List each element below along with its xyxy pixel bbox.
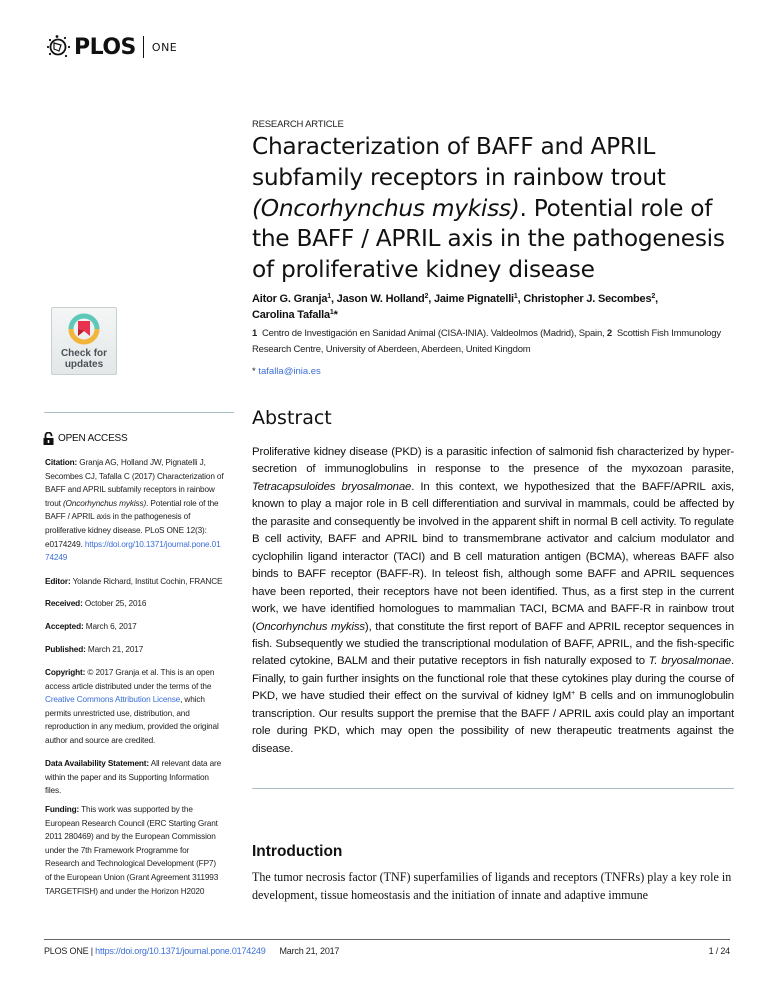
citation-block: Citation: Granja AG, Holland JW, Pignatelli J, Secombes CJ, Tafalla C (2017) Characterization of BAFF and APRIL subfamily receptors in rainbow trout (Oncorhynchus mykiss). Potential role of the BAFF / APRIL axis in the pathogenesis of proliferative kidney disease. PLoS ONE 12(3): e0174249. https://doi.org/10.1371/journal.pone.0174249 bbox=[45, 457, 224, 563]
copyright-block: Copyright: © 2017 Granja et al. This is an open access article distributed under the terms of the Creative Commons Attribution License, which permits unrestricted use, distribution, and reproduction in any medium, provided the original author and source are credited. bbox=[45, 667, 219, 745]
received-date: Received: October 25, 2016 bbox=[45, 598, 147, 608]
affiliations: 1 Centro de Investigación en Sanidad Animal (CISA-INIA). Valdeolmos (Madrid), Spain, 2 Scottish Fish Immunology Research Centre, University of Aberdeen, Aberdeen, United Kingdom bbox=[252, 328, 721, 355]
open-access-badge: OPEN ACCESS bbox=[43, 432, 128, 445]
citation-doi-link[interactable]: https://doi.org/10.1371/journal.pone.0174249 bbox=[45, 538, 221, 563]
page-footer bbox=[44, 946, 730, 956]
abstract-text-segment: B cells and on immunoglobulin transcription. Our results support the premise that the BAFF / APRIL axis could play an important role during PKD, which may open the possibility of new therapeutic treatments against the disease. bbox=[252, 690, 734, 755]
article-type: RESEARCH ARTICLE bbox=[252, 119, 344, 130]
author-list: Aitor G. Granja$^1$, Jason W. Holland$^2$, Jaime Pignatelli$^1$, Christopher J. Secombes$^2$, Carolina Tafalla$^1$* bbox=[252, 293, 658, 321]
abstract-italic-term: Tetracapsuloides bryosalmonae bbox=[252, 480, 412, 493]
introduction-heading: Introduction bbox=[252, 843, 343, 860]
affiliation-1: Centro de Investigación en Sanidad Animal (CISA-INIA). Valdeolmos (Madrid), Spain, bbox=[261, 328, 607, 339]
sidebar-divider bbox=[44, 412, 234, 413]
footer-date: March 21, 2017 bbox=[279, 946, 340, 956]
author[interactable]: Aitor G. Granja$^1$ bbox=[252, 293, 331, 305]
check-updates-label: Check for updates bbox=[60, 348, 108, 370]
author[interactable]: Jason W. Holland$^2$ bbox=[336, 293, 429, 305]
accepted-date: Accepted: March 6, 2017 bbox=[45, 621, 137, 631]
affiliation-2: Scottish Fish Immunology Research Centre, University of Aberdeen, Aberdeen, United Kingdom bbox=[252, 328, 721, 355]
abstract-text-segment: ), that constitute the first report of BAFF and APRIL receptor sequences in fish. Subsequently we studied the transcriptional modulation of BAFF, APRIL, and the fish-specific related cytokine, BALM and their putative receptors in fish naturally exposed to bbox=[252, 620, 734, 668]
article-title bbox=[252, 132, 742, 286]
abstract-divider bbox=[252, 788, 734, 789]
funding-block: Funding: This work was supported by the European Research Council (ERC Starting Grant 2011 280469) and by the European Commission under the 7th Framework Programme for Research and Technological Development (FP7) of the European Union (Grant Agreement 311993 TARGETFISH) and under the Horizon H2020 bbox=[45, 804, 219, 896]
plos-one-logo[interactable] bbox=[45, 35, 177, 59]
author[interactable]: Carolina Tafalla$^1$ bbox=[252, 309, 334, 321]
data-availability-block: Data Availability Statement: All relevant data are within the paper and its Supporting Information files. bbox=[45, 758, 222, 796]
logo-divider bbox=[143, 36, 144, 58]
title-part-2: . Potential role of the BAFF / APRIL axis in the pathogenesis of proliferative kidney disease bbox=[252, 194, 725, 284]
title-species: (Oncorhynchus mykiss) bbox=[252, 194, 520, 222]
crossmark-icon bbox=[68, 313, 100, 345]
check-for-updates-button[interactable] bbox=[51, 307, 117, 375]
open-lock-icon bbox=[43, 432, 54, 445]
logo-brand: PLOS bbox=[74, 34, 136, 60]
footer-doi-link[interactable]: https://doi.org/10.1371/journal.pone.0174249 bbox=[95, 946, 266, 956]
introduction-body: The tumor necrosis factor (TNF) superfamilies of ligands and receptors (TNFRs) play a key role in development, tissue homeostasis and the initiation of innate and adaptive immune bbox=[252, 870, 732, 902]
author[interactable]: Christopher J. Secombes$^2$ bbox=[523, 293, 656, 305]
logo-journal: ONE bbox=[151, 40, 178, 54]
page-number: 1 / 24 bbox=[708, 946, 730, 956]
abstract-superscript: + bbox=[571, 690, 576, 698]
corresponding-email-link[interactable]: tafalla@inia.es bbox=[258, 366, 321, 377]
published-date: Published: March 21, 2017 bbox=[45, 644, 144, 654]
footer-journal: PLOS ONE | bbox=[44, 946, 96, 956]
abstract-text-segment: . Finally, to gain further insights on the functional role that these cytokines play during the course of PKD, we have studied their effect on the survival of kidney IgM bbox=[252, 655, 734, 703]
abstract-italic-term: Oncorhynchus mykiss bbox=[255, 620, 365, 633]
footer-divider bbox=[44, 939, 730, 940]
cc-license-link[interactable]: Creative Commons Attribution License bbox=[45, 694, 181, 705]
abstract-heading: Abstract bbox=[252, 407, 332, 429]
abstract-text-segment: Proliferative kidney disease (PKD) is a parasitic infection of salmonid fish characterized by hyper-secretion of immunoglobulins in response to the presence of the myxozoan parasite, bbox=[252, 446, 734, 476]
abstract-text-segment: . In this context, we hypothesized that the BAFF/APRIL axis, known to play a major role in B cell differentiation and survival in mammals, could be affected by the parasite and consequently be involved in the apparent shift in normal B cell activity. To regulate B cell activity, BAFF and APRIL bind to transmembrane activator and calcium modulator and cyclophilin ligand interactor (TACI) and B cell maturation antigen (BCMA), whereas BAFF also binds to BAFF receptor (BAFF-R). In teleost fish, although some BAFF and APRIL sequences have been reported, their receptors have not been identified. Thus, as a first step in the current work, we have identified homologues to mammalian TACI, BCMA and BAFF-R in rainbow trout ( bbox=[252, 480, 735, 633]
abstract-italic-term: T. bryosalmonae bbox=[648, 655, 731, 668]
editor-block: Editor: Yolande Richard, Institut Cochin, FRANCE bbox=[45, 576, 223, 586]
plos-globe-icon bbox=[45, 35, 71, 59]
abstract-body bbox=[252, 444, 734, 758]
title-part-1: Characterization of BAFF and APRIL subfamily receptors in rainbow trout bbox=[252, 133, 666, 191]
corresponding-author: * tafalla@inia.es bbox=[252, 366, 321, 377]
author[interactable]: Jaime Pignatelli$^1$ bbox=[433, 293, 518, 305]
